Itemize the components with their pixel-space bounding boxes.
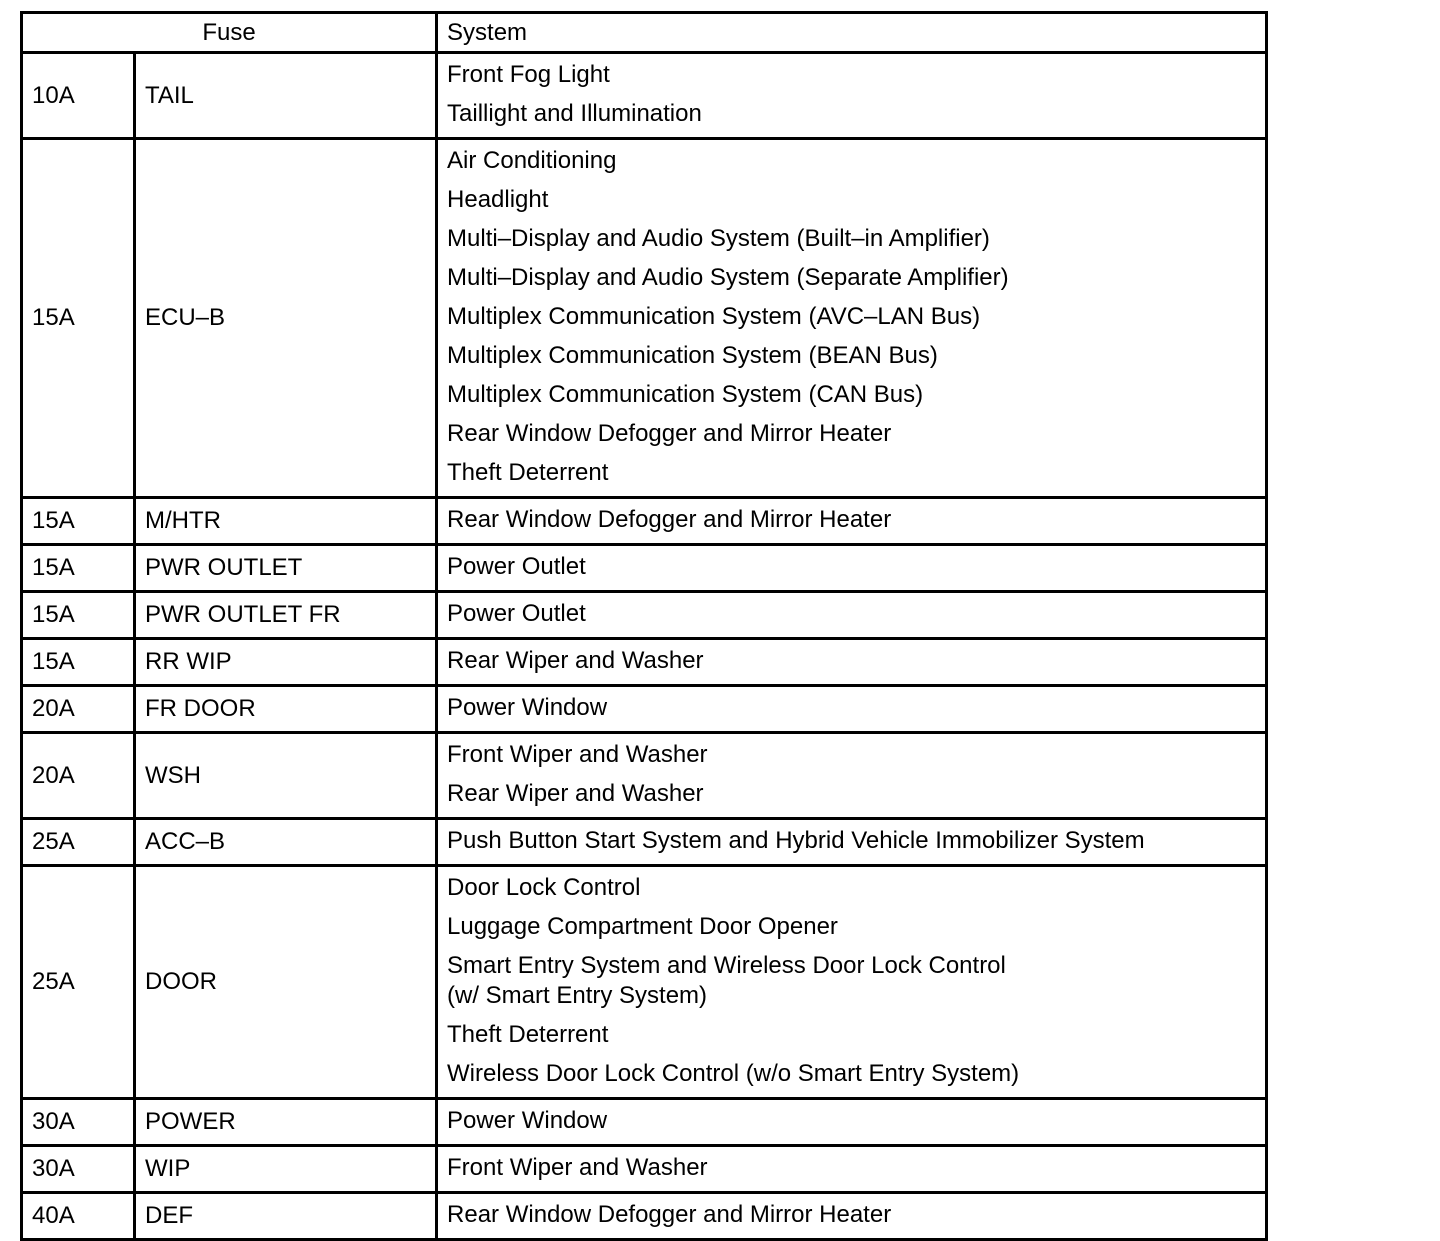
fuse-name: POWER bbox=[135, 1099, 437, 1146]
system-item: Rear Window Defogger and Mirror Heater bbox=[447, 506, 892, 533]
system-list bbox=[437, 592, 1267, 639]
system-item: Front Fog Light bbox=[447, 61, 610, 88]
fuse-amperage: 25A bbox=[22, 819, 135, 866]
system-item: Rear Wiper and Washer bbox=[447, 780, 704, 807]
system-item: Rear Window Defogger and Mirror Heater bbox=[447, 420, 892, 447]
fuse-name: PWR OUTLET FR bbox=[135, 592, 437, 639]
system-item: Multi–Display and Audio System (Built–in Amplifier) bbox=[447, 225, 990, 252]
table-row bbox=[22, 819, 1267, 866]
system-item: Theft Deterrent bbox=[447, 459, 609, 486]
system-item: Smart Entry System and Wireless Door Lock Control (w/ Smart Entry System) bbox=[447, 952, 1006, 1009]
system-item: Power Outlet bbox=[447, 600, 586, 627]
system-list bbox=[437, 1193, 1267, 1240]
system-list bbox=[437, 1146, 1267, 1193]
system-item: Taillight and Illumination bbox=[447, 100, 702, 127]
system-item: Theft Deterrent bbox=[447, 1021, 609, 1048]
fuse-amperage: 15A bbox=[22, 498, 135, 545]
table-row bbox=[22, 53, 1267, 139]
fuse-amperage: 15A bbox=[22, 545, 135, 592]
system-list bbox=[437, 1099, 1267, 1146]
fuse-name: WSH bbox=[135, 733, 437, 819]
fuse-amperage: 30A bbox=[22, 1099, 135, 1146]
fuse-name: WIP bbox=[135, 1146, 437, 1193]
system-item: Multi–Display and Audio System (Separate Amplifier) bbox=[447, 264, 1009, 291]
system-list bbox=[437, 53, 1267, 139]
header-row bbox=[22, 13, 1267, 53]
system-item: Front Wiper and Washer bbox=[447, 741, 708, 768]
system-list bbox=[437, 639, 1267, 686]
table-row bbox=[22, 1099, 1267, 1146]
table-row bbox=[22, 139, 1267, 498]
system-item: Power Window bbox=[447, 694, 608, 721]
system-list bbox=[437, 866, 1267, 1099]
system-list bbox=[437, 686, 1267, 733]
table-row bbox=[22, 1193, 1267, 1240]
system-header: System bbox=[437, 13, 1267, 53]
fuse-amperage: 10A bbox=[22, 53, 135, 139]
table-row bbox=[22, 733, 1267, 819]
system-item: Power Window bbox=[447, 1107, 608, 1134]
fuse-amperage: 40A bbox=[22, 1193, 135, 1240]
fuse-table bbox=[20, 11, 1268, 1241]
table-row bbox=[22, 866, 1267, 1099]
system-item: Multiplex Communication System (AVC–LAN Bus) bbox=[447, 303, 981, 330]
system-item: Push Button Start System and Hybrid Vehicle Immobilizer System bbox=[447, 827, 1145, 854]
fuse-amperage: 30A bbox=[22, 1146, 135, 1193]
fuse-amperage: 15A bbox=[22, 139, 135, 498]
system-item: Headlight bbox=[447, 186, 549, 213]
table-row bbox=[22, 545, 1267, 592]
system-item: Door Lock Control bbox=[447, 874, 641, 901]
fuse-name: TAIL bbox=[135, 53, 437, 139]
fuse-name: DEF bbox=[135, 1193, 437, 1240]
fuse-table-body bbox=[22, 53, 1267, 1240]
fuse-name: ACC–B bbox=[135, 819, 437, 866]
system-list bbox=[437, 139, 1267, 498]
fuse-name: FR DOOR bbox=[135, 686, 437, 733]
system-list bbox=[437, 819, 1267, 866]
fuse-amperage: 20A bbox=[22, 686, 135, 733]
table-row bbox=[22, 498, 1267, 545]
fuse-amperage: 15A bbox=[22, 639, 135, 686]
fuse-name: PWR OUTLET bbox=[135, 545, 437, 592]
system-item: Wireless Door Lock Control (w/o Smart Entry System) bbox=[447, 1060, 1020, 1087]
fuse-amperage: 20A bbox=[22, 733, 135, 819]
system-item: Air Conditioning bbox=[447, 147, 617, 174]
fuse-amperage: 25A bbox=[22, 866, 135, 1099]
fuse-name: M/HTR bbox=[135, 498, 437, 545]
table-row bbox=[22, 639, 1267, 686]
system-item: Luggage Compartment Door Opener bbox=[447, 913, 838, 940]
system-list bbox=[437, 733, 1267, 819]
fuse-amperage: 15A bbox=[22, 592, 135, 639]
table-row bbox=[22, 1146, 1267, 1193]
table-row bbox=[22, 592, 1267, 639]
fuse-name: ECU–B bbox=[135, 139, 437, 498]
table-row bbox=[22, 686, 1267, 733]
system-list bbox=[437, 545, 1267, 592]
system-item: Rear Window Defogger and Mirror Heater bbox=[447, 1201, 892, 1228]
system-item: Power Outlet bbox=[447, 553, 586, 580]
system-item: Multiplex Communication System (CAN Bus) bbox=[447, 381, 924, 408]
system-item: Multiplex Communication System (BEAN Bus) bbox=[447, 342, 938, 369]
system-item: Rear Wiper and Washer bbox=[447, 647, 704, 674]
fuse-name: RR WIP bbox=[135, 639, 437, 686]
fuse-name: DOOR bbox=[135, 866, 437, 1099]
fuse-header: Fuse bbox=[22, 13, 437, 53]
system-list bbox=[437, 498, 1267, 545]
system-item: Front Wiper and Washer bbox=[447, 1154, 708, 1181]
